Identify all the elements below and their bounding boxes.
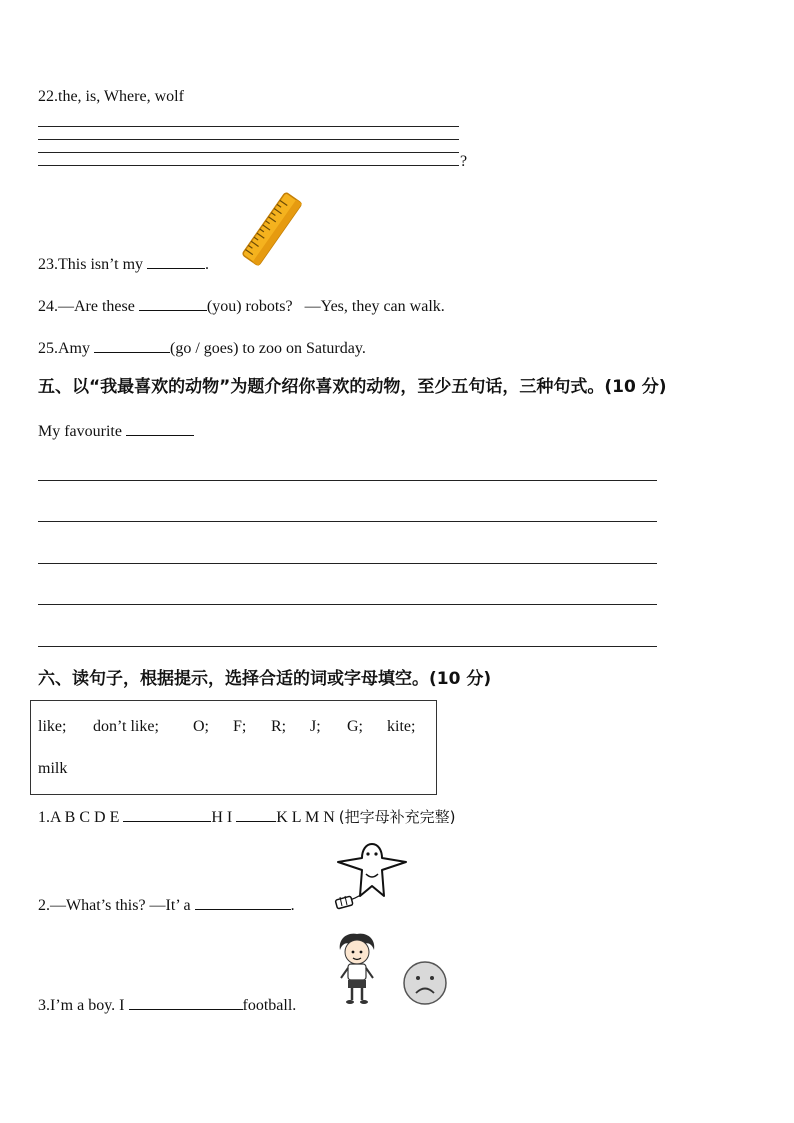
hint-text: (you) robots?	[206, 298, 293, 315]
ruler-icon	[232, 186, 312, 272]
sentence-end: .	[290, 897, 295, 914]
question-text: This isn’t my	[58, 256, 144, 273]
s6-question-2	[38, 895, 295, 915]
question-22	[38, 88, 184, 106]
instruction-note: (把字母补充完整)	[338, 808, 456, 826]
writing-line[interactable]	[38, 563, 657, 564]
word-bank	[30, 700, 437, 795]
answer-line[interactable]	[38, 165, 459, 166]
question-number: 23.	[38, 256, 58, 273]
word-option: J;	[310, 718, 321, 735]
fill-blank[interactable]	[195, 895, 291, 910]
section-6-title: 六、读句子，根据提示，选择合适的词或字母填空。(10 分)	[38, 669, 492, 689]
scrambled-words: the, is, Where, wolf	[58, 88, 184, 105]
fill-blank[interactable]	[236, 807, 276, 822]
fill-blank[interactable]	[139, 296, 207, 311]
letter-sequence: K L M N	[276, 809, 335, 826]
question-number: 24.	[38, 298, 58, 315]
question-text: —Are these	[58, 298, 135, 315]
fill-blank[interactable]	[129, 995, 243, 1010]
letter-sequence: 1.A B C D E	[38, 809, 120, 826]
writing-prompt	[38, 421, 194, 441]
question-mark: ?	[460, 153, 468, 170]
writing-line[interactable]	[38, 646, 657, 647]
word-option: G;	[347, 718, 363, 735]
s6-question-3	[38, 995, 296, 1015]
answer-line[interactable]	[38, 139, 459, 140]
word-option: don’t like;	[93, 718, 159, 735]
word-option: milk	[38, 760, 68, 777]
answer-line[interactable]	[38, 126, 459, 127]
sentence-end: .	[205, 256, 210, 273]
word-option: O;	[193, 718, 209, 735]
fill-blank[interactable]	[123, 807, 211, 822]
boy-icon	[334, 932, 380, 1006]
writing-line[interactable]	[38, 521, 657, 522]
question-23	[38, 254, 209, 274]
question-number: 22.	[38, 88, 58, 105]
letter-sequence: H I	[211, 809, 233, 826]
section-5-title: 五、以“我最喜欢的动物”为题介绍你喜欢的动物，至少五句话，三种句式。(10 分)	[38, 377, 667, 397]
question-text: football.	[242, 997, 297, 1014]
word-option: like;	[38, 718, 67, 735]
s6-question-1	[38, 807, 455, 827]
question-25	[38, 338, 366, 358]
question-24	[38, 296, 445, 316]
question-text: Amy	[58, 340, 90, 357]
writing-line[interactable]	[38, 604, 657, 605]
fill-blank[interactable]	[94, 338, 170, 353]
fill-blank[interactable]	[147, 254, 205, 269]
prompt-text: My favourite	[38, 423, 122, 440]
question-text: 3.I’m a boy. I	[38, 997, 125, 1014]
answer-text: —Yes, they can walk.	[304, 298, 445, 315]
question-text: 2.—What’s this? —It’ a	[38, 897, 191, 914]
sad-face-icon	[402, 960, 448, 1006]
hint-text: (go / goes) to zoo on Saturday.	[170, 340, 366, 357]
kite-icon	[332, 840, 412, 912]
word-option: kite;	[387, 718, 416, 735]
fill-blank[interactable]	[126, 421, 194, 436]
answer-line[interactable]	[38, 152, 459, 153]
word-option: R;	[271, 718, 287, 735]
word-option: F;	[233, 718, 247, 735]
question-number: 25.	[38, 340, 58, 357]
writing-line[interactable]	[38, 480, 657, 481]
